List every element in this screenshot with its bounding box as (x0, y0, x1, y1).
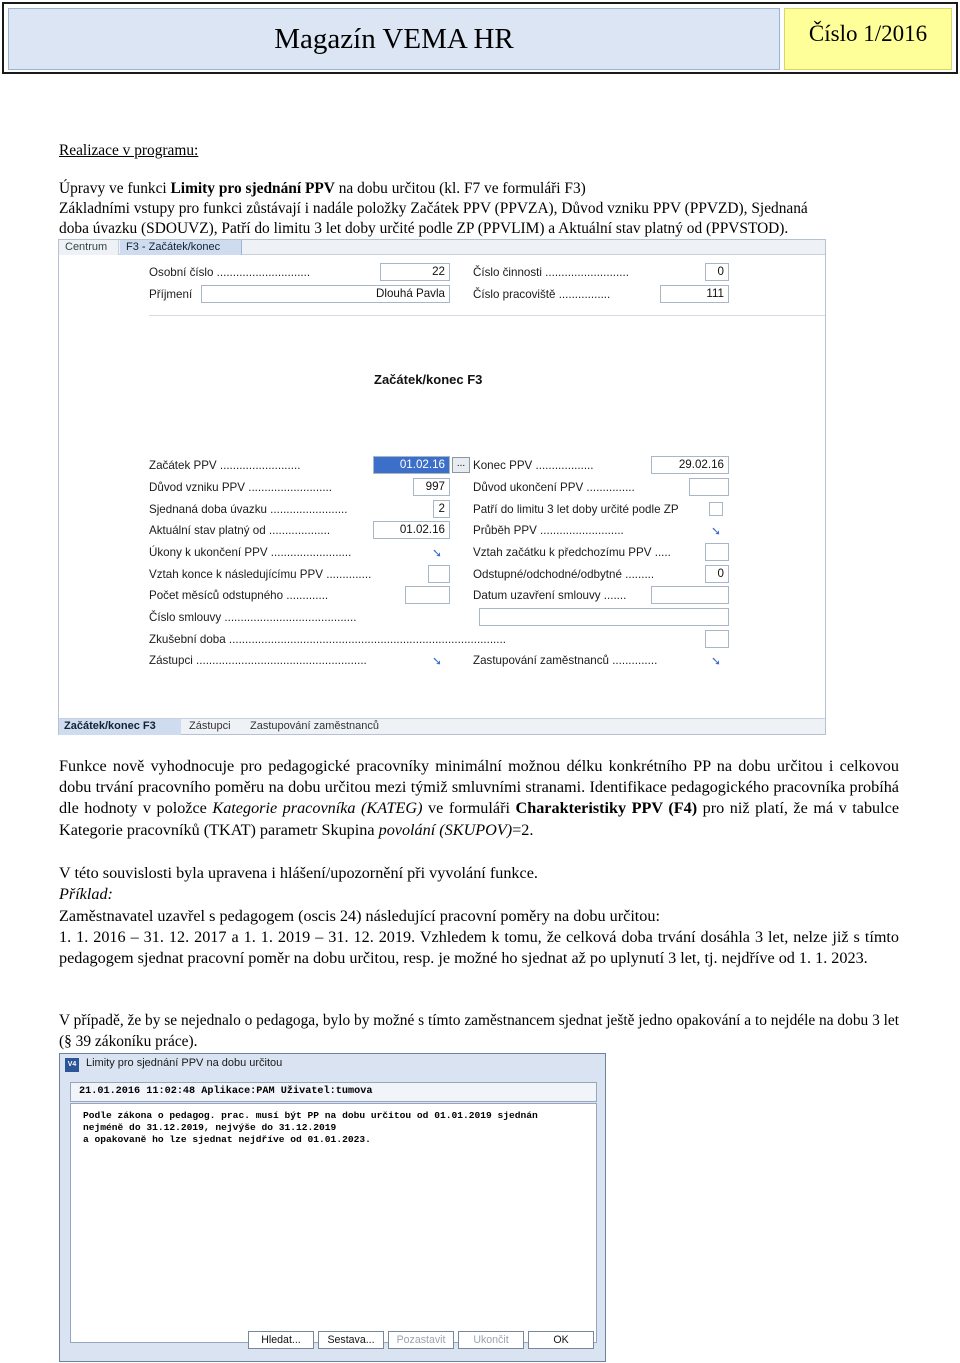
intro-line-2: Základními vstupy pro funkci zůstávají i nadále položky Začátek PPV (PPVZA), Důvod vzniku PPV (PPVZD), Sjednaná (59, 200, 808, 217)
datum-uzavreni-label: Datum uzavření smlouvy ....... (473, 589, 627, 602)
aktualni-stav-label: Aktuální stav platný od ................... (149, 524, 331, 537)
vztah-zacatku-label: Vztah začátku k předchozímu PPV ..... (473, 546, 671, 559)
arrow-icon[interactable]: ➘ (432, 654, 443, 668)
zkusebni-doba-label: Zkušební doba ...................................................................................... (149, 633, 506, 646)
sjednana-doba-label: Sjednaná doba úvazku ........................ (149, 503, 348, 516)
duvod-vzniku-label: Důvod vzniku PPV .......................... (149, 481, 332, 494)
paragraph-example-heading: Příklad: (59, 885, 113, 903)
paragraph-function: Funkce nově vyhodnocuje pro pedagogické pracovníky minimální možnou délku konkrétního PP na dobu určitou i celkovou dobu trvání pracovního poměru na dobu určitou mezi týmiž smluvními stranami. Identifikace pedagogického pracovníka probíhá dle hodnoty v položce Kategorie pracovníka (KATEG) ve formuláři Charakteristiky PPV (F4) pro niž platí, že má v tabulce Kategorie pracovníků (TKAT) parametr Skupina povolání (SKUPOV)=2. (59, 757, 900, 839)
form-screenshot (58, 239, 826, 735)
arrow-icon[interactable]: ➘ (432, 546, 443, 560)
page-header (2, 2, 958, 74)
paragraph-non-teacher: V případě, že by se nejednalo o pedagoga, bylo by možné s tímto zaměstnancem sjednat ještě jedno opakování a to nejdéle na dobu 3 let (§ 39 zákoníku práce). (59, 1012, 899, 1050)
ukoncit-button[interactable]: Ukončit (458, 1331, 524, 1349)
sestava-button[interactable]: Sestava... (318, 1331, 384, 1349)
cislo-pracoviste-label: Číslo pracoviště ................ (473, 288, 611, 301)
aktualni-stav-field[interactable]: 01.02.16 (373, 521, 450, 539)
odstupne-label: Odstupné/odchodné/odbytné ......... (473, 568, 655, 581)
duvod-vzniku-field[interactable]: 997 (413, 478, 450, 496)
zastupovani-label: Zastupování zaměstnanců .............. (473, 654, 658, 667)
vztah-zacatku-field[interactable] (705, 543, 729, 561)
osobni-cislo-field[interactable]: 22 (380, 263, 450, 281)
zacatek-ppv-field[interactable]: 01.02.16 (373, 456, 450, 474)
zastupci-label: Zástupci ..................................................... (149, 654, 367, 667)
patri-do-limitu-checkbox[interactable] (709, 502, 723, 516)
odstupne-field[interactable]: 0 (705, 565, 729, 583)
paragraph-messages: V této souvislosti byla upravena i hlášení/upozornění při vyvolání funkce. (59, 864, 538, 882)
tab-centrum[interactable]: Centrum (59, 240, 119, 255)
intro-line-1: Úpravy ve funkci Limity pro sjednání PPV na dobu určitou (kl. F7 ve formuláři F3) (59, 180, 586, 197)
konec-ppv-field[interactable]: 29.02.16 (651, 456, 729, 474)
datum-uzavreni-field[interactable] (651, 586, 729, 604)
sjednana-doba-field[interactable]: 2 (433, 500, 450, 518)
paragraph-example: 1. 1. 2016 – 31. 12. 2017 a 1. 1. 2019 – 31. 12. 2019. Vzhledem k tomu, že celková doba trvání dosáhla 3 let, nelze již s tímto pedagogem sjednat pracovní poměr na dobu určitou, resp. je možné ho sjednat až po uplynutí 3 let, tj. nejdříve od 1. 1. 2023. (59, 928, 899, 968)
arrow-icon[interactable]: ➘ (711, 654, 722, 668)
top-tab-bar (59, 240, 825, 255)
konec-ppv-label: Konec PPV .................. (473, 459, 594, 472)
cislo-smlouvy-label: Číslo smlouvy ......................................... (149, 611, 357, 624)
pocet-mesicu-label: Počet měsíců odstupného ............. (149, 589, 329, 602)
hledat-button[interactable]: Hledat... (248, 1331, 314, 1349)
tab-zacatek-konec-f3[interactable]: Začátek/konec F3 (59, 719, 181, 735)
zacatek-ppv-picker-button[interactable]: ... (452, 457, 470, 473)
vztah-konce-field[interactable] (428, 565, 450, 583)
vztah-konce-label: Vztah konce k následujícímu PPV .............. (149, 568, 372, 581)
prijmeni-field[interactable]: Dlouhá Pavla (201, 285, 450, 303)
form-title: Začátek/konec F3 (374, 372, 483, 387)
tab-f3-zacatek-konec[interactable]: F3 - Začátek/konec (120, 240, 242, 255)
osobni-cislo-label: Osobní číslo ............................. (149, 266, 311, 279)
cislo-pracoviste-field[interactable]: 111 (660, 285, 729, 303)
app-logo-icon: V4 (65, 1058, 79, 1072)
patri-do-limitu-label: Patří do limitu 3 let doby určité podle ZP (473, 503, 679, 516)
ok-button[interactable]: OK (528, 1331, 594, 1349)
magazine-title: Magazín VEMA HR (8, 8, 780, 70)
prijmeni-label: Příjmení (149, 288, 193, 301)
pozastavit-button[interactable]: Pozastavit (388, 1331, 454, 1349)
dialog-info-bar: 21.01.2016 11:02:48 Aplikace:PAM Uživatel:tumova (70, 1082, 597, 1102)
cislo-cinnosti-field[interactable]: 0 (705, 263, 729, 281)
divider (149, 315, 825, 316)
paragraph-employer: Zaměstnavatel uzavřel s pedagogem (oscis 24) následující pracovní poměry na dobu určitou: (59, 907, 660, 925)
prubeh-ppv-label: Průběh PPV .......................... (473, 524, 624, 537)
issue-number: Číslo 1/2016 (784, 8, 952, 70)
zacatek-ppv-label: Začátek PPV ......................... (149, 459, 301, 472)
tab-zastupovani[interactable]: Zastupování zaměstnanců (250, 720, 380, 732)
dialog-screenshot (59, 1053, 606, 1362)
arrow-icon[interactable]: ➘ (711, 524, 722, 538)
pocet-mesicu-field[interactable] (405, 586, 450, 604)
zkusebni-doba-field[interactable] (705, 630, 729, 648)
section-title: Realizace v programu: (59, 142, 199, 159)
intro-line-3: doba úvazku (SDOUVZ), Patří do limitu 3 let doby určité podle ZP (PPVLIM) a Aktuální stav platný od (PPVSTOD). (59, 220, 789, 237)
dialog-title: Limity pro sjednání PPV na dobu určitou (86, 1057, 283, 1069)
tab-zastupci[interactable]: Zástupci (189, 720, 231, 732)
bottom-tab-bar (59, 718, 825, 734)
cislo-cinnosti-label: Číslo činnosti .......................... (473, 266, 629, 279)
dialog-message: Podle zákona o pedagog. prac. musí být PP na dobu určitou od 01.01.2019 sjednán nejméně do 31.12.2019, nejvýše do 31.12.2019 a opakovaně ho lze sjednat nejdříve od 01.01.2023. (70, 1103, 597, 1343)
ukony-label: Úkony k ukončení PPV ......................... (149, 546, 352, 559)
duvod-ukonceni-field[interactable] (689, 478, 729, 496)
cislo-smlouvy-field[interactable] (479, 608, 729, 626)
duvod-ukonceni-label: Důvod ukončení PPV ............... (473, 481, 635, 494)
